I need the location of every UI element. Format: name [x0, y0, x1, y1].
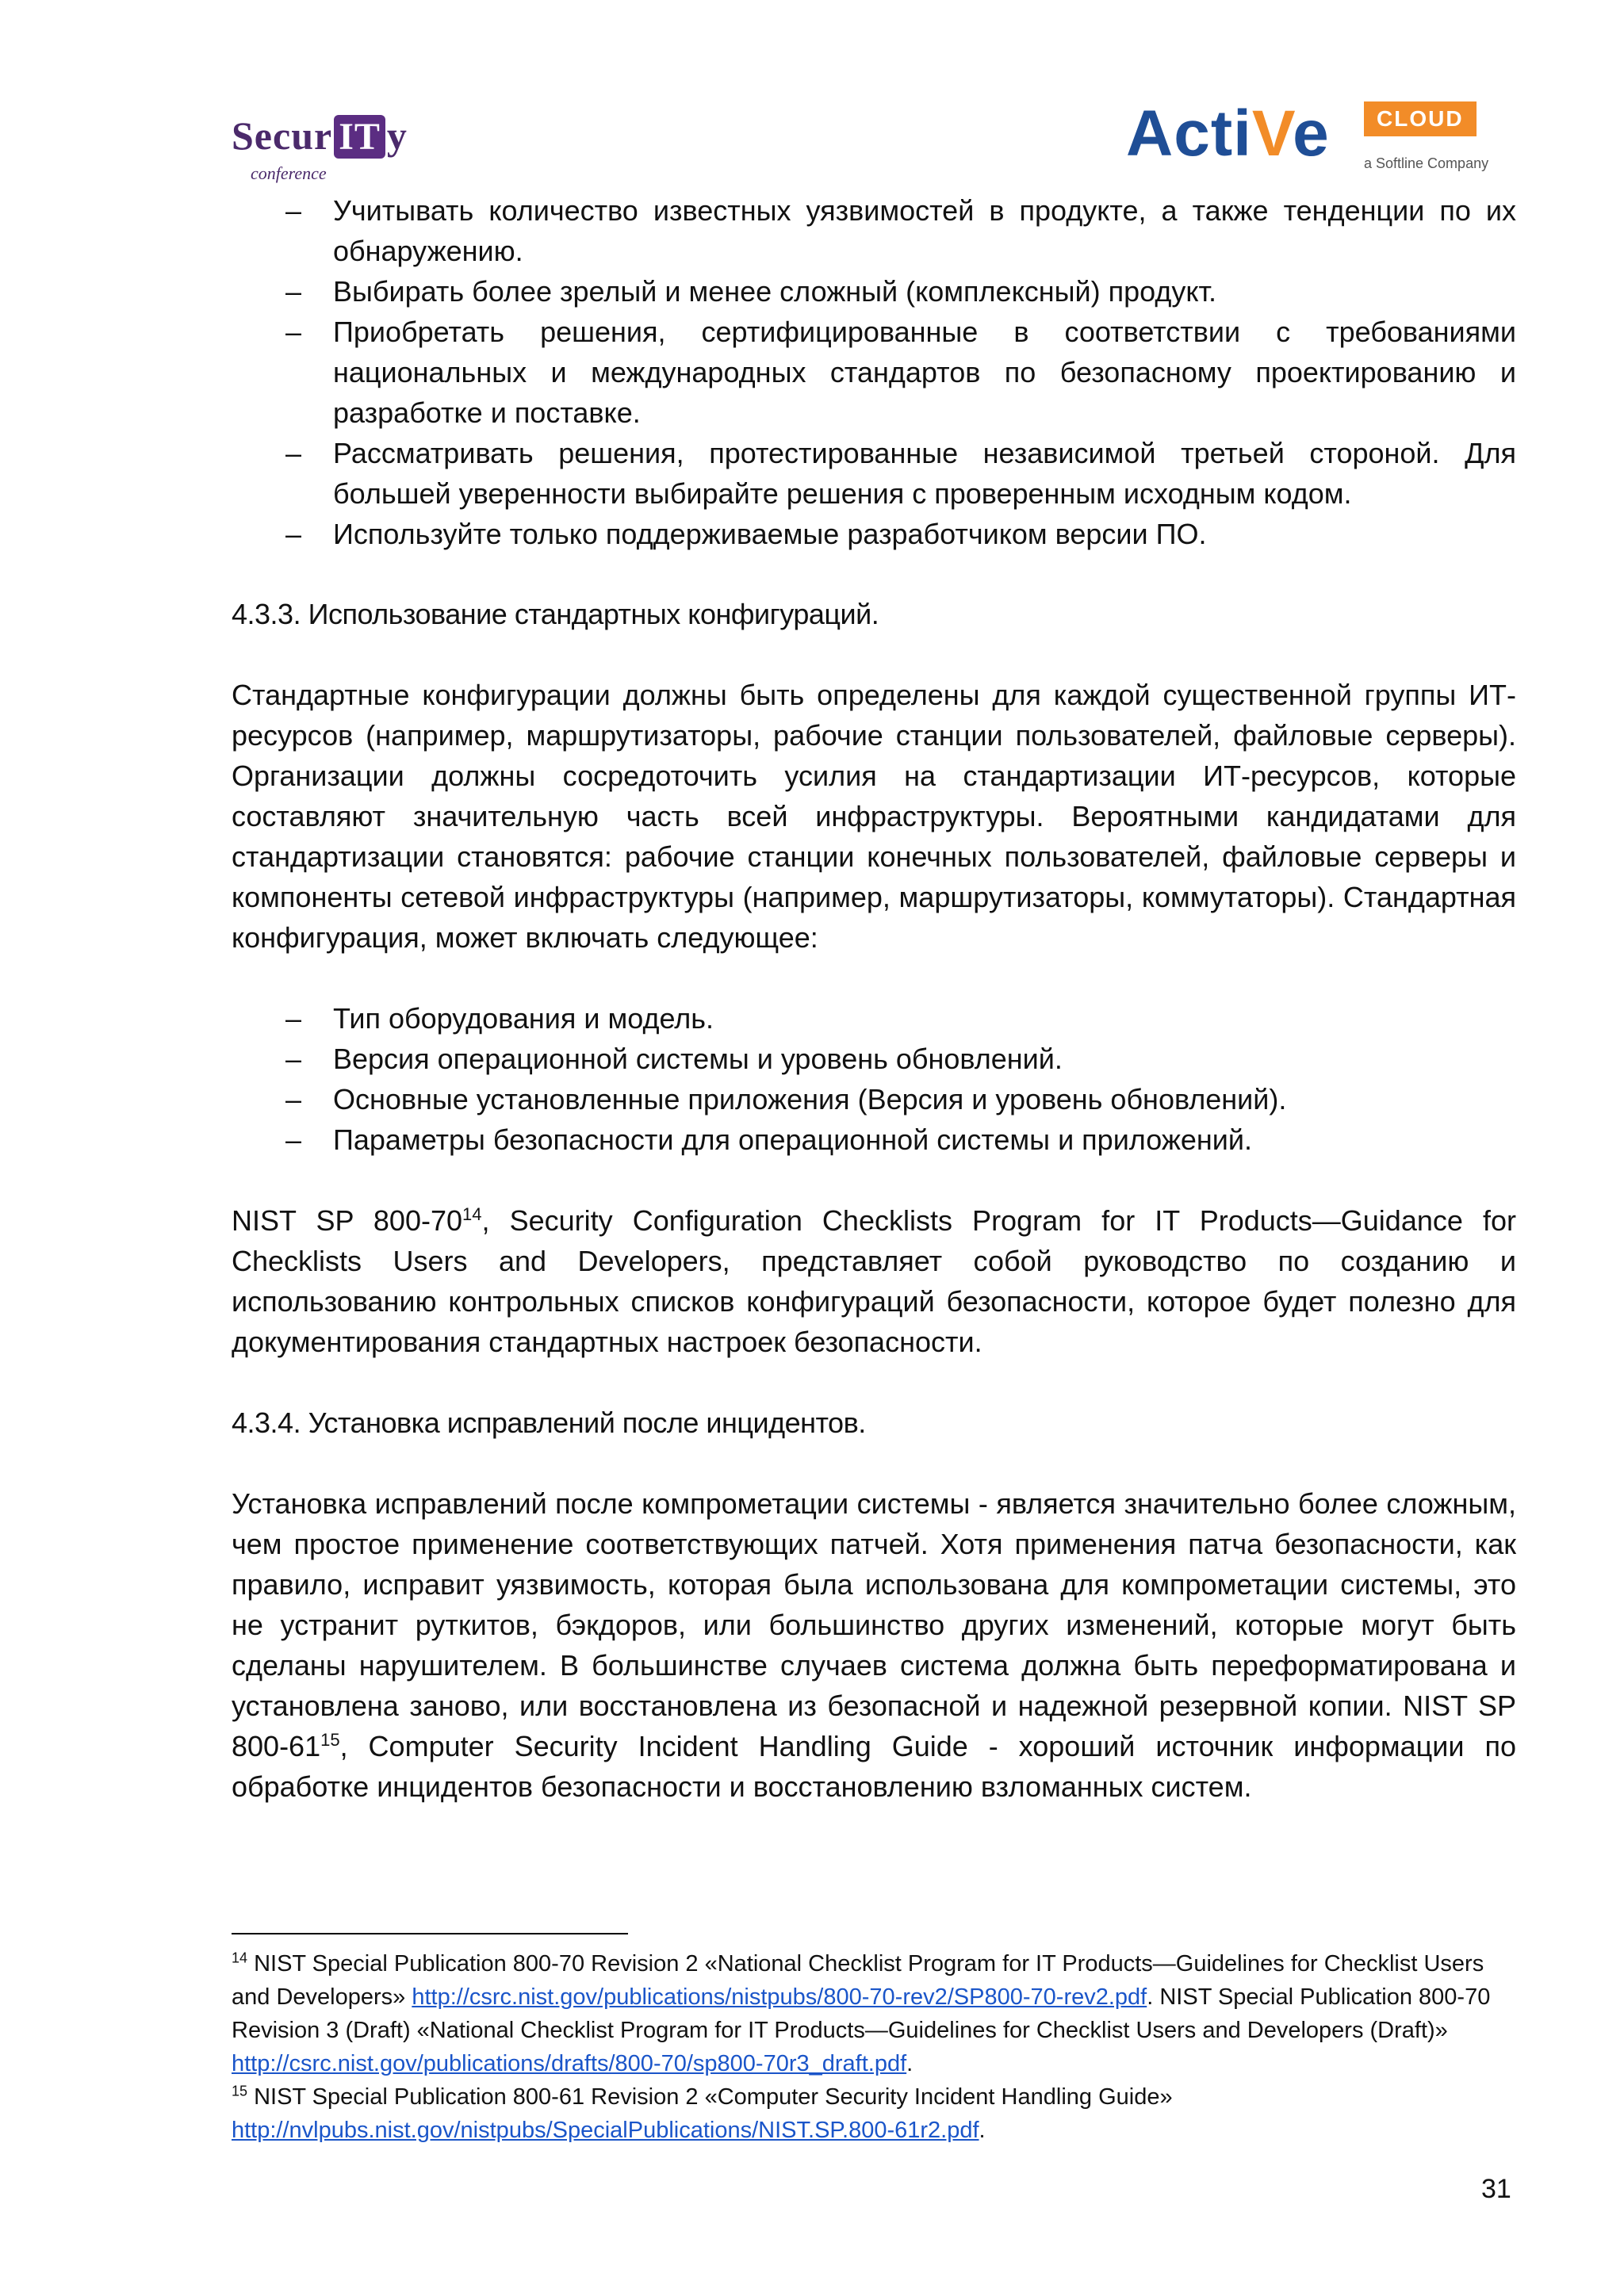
list-item [232, 514, 1516, 554]
list-item-text: Рассматривать решения, протестированные независимой третьей стороной. Для большей уверенности выбирайте решения с проверенным исходным кодом. [333, 437, 1516, 510]
footnote-14 [232, 1947, 1516, 2080]
dash-marker: – [285, 1083, 302, 1115]
list-item [232, 433, 1516, 514]
logo-tagline: a Softline Company [1364, 155, 1489, 171]
cloud-badge: CLOUD [1364, 101, 1477, 136]
page-number: 31 [1481, 2174, 1511, 2204]
footnote-link[interactable]: http://csrc.nist.gov/publications/drafts/800-70/sp800-70r3_draft.pdf [232, 2051, 907, 2076]
footnote-number: 15 [232, 2083, 248, 2099]
activecloud-wordmark [1126, 98, 1330, 170]
section-heading-4-3-3: 4.3.3. Использование стандартных конфигураций. [232, 598, 879, 630]
list-item [232, 1079, 1516, 1119]
standard-config-list [232, 998, 1516, 1160]
logo-wordmark [232, 113, 408, 159]
incident-text-a: Установка исправлений после компрометации системы - является значительно более сложным, чем простое применение соответствующих патчей. Хотя применения патча безопасности, как правило, исправит уязвимость, которая была использована для компрометации системы, это не устранит руткитов, бэкдоров, или большинство других изменений, которые могут быть сделаны нарушителем. В большинстве случаев система должна быть переформатирована и установлена заново, или восстановлена из безопасной и надежной резервной копии. NIST SP 800-61 [232, 1487, 1516, 1762]
activecloud-logo [1126, 98, 1522, 181]
footnote-text: . NIST Special Publication 800-70 Revision 3 (Draft) «National Checklist Program for IT Products—Guidelines for Checklist Users and Developers (Draft)» [232, 1984, 1491, 2043]
footnote-number: 14 [232, 1950, 248, 1966]
main-content [232, 190, 1516, 1807]
wordmark-suffix: e [1293, 98, 1330, 170]
logo-part1: Secur [232, 113, 333, 158]
list-item-text: Основные установленные приложения (Версия и уровень обновлений). [333, 1083, 1287, 1115]
footnote-ref-15[interactable]: 15 [320, 1730, 340, 1750]
dash-marker: – [285, 1043, 302, 1075]
list-item-text: Используйте только поддерживаемые разработчиком версии ПО. [333, 518, 1207, 550]
dash-marker: – [285, 1002, 302, 1035]
dash-marker: – [285, 1123, 302, 1156]
incident-text-b: , Computer Security Incident Handling Guide - хороший источник информации по обработке инцидентов безопасности и восстановлению взломанных систем. [232, 1730, 1516, 1803]
logo-it-badge: IT [334, 115, 385, 159]
footnotes [232, 1947, 1516, 2147]
footnote-divider [232, 1933, 628, 1934]
footnote-text: . [906, 2051, 914, 2076]
wordmark-prefix: Acti [1126, 98, 1252, 170]
footnote-15 [232, 2080, 1516, 2147]
footnote-link[interactable]: http://nvlpubs.nist.gov/nistpubs/SpecialPublications/NIST.SP.800-61r2.pdf [232, 2118, 979, 2143]
footnote-text: NIST Special Publication 800-70 Revision 2 «National Checklist Program for IT Products—Guidelines for Checklist Users and Developers» [232, 1951, 1484, 2010]
nist-800-70-paragraph [232, 1200, 1516, 1362]
security-conference-logo [232, 95, 422, 182]
list-item-text: Версия операционной системы и уровень обновлений. [333, 1043, 1063, 1075]
list-item-text: Параметры безопасности для операционной системы и приложений. [333, 1123, 1253, 1156]
incident-patching-paragraph [232, 1483, 1516, 1807]
footnote-text: . [979, 2118, 986, 2143]
recommendations-list [232, 190, 1516, 554]
list-item-text: Приобретать решения, сертифицированные в соответствии с требованиями национальных и международных стандартов по безопасному проектированию и разработке и поставке. [333, 316, 1516, 429]
list-item [232, 190, 1516, 271]
list-item [232, 1039, 1516, 1079]
list-item [232, 271, 1516, 312]
section-heading-4-3-4: 4.3.4. Установка исправлений после инцидентов. [232, 1406, 866, 1439]
dash-marker: – [285, 316, 302, 348]
list-item [232, 998, 1516, 1039]
list-item [232, 1119, 1516, 1160]
list-item-text: Выбирать более зрелый и менее сложный (комплексный) продукт. [333, 275, 1216, 308]
footnote-ref-14[interactable]: 14 [462, 1204, 482, 1224]
dash-marker: – [285, 275, 302, 308]
standard-config-paragraph: Стандартные конфигурации должны быть определены для каждой существенной группы ИТ-ресурсов (например, маршрутизаторы, рабочие станции пользователей, файловые серверы). Организации должны сосредоточить усилия на стандартизации ИТ-ресурсов, которые составляют значительную часть всей инфраструктуры. Вероятными кандидатами для стандартизации становятся: рабочие станции конечных пользователей, файловые серверы и компоненты сетевой инфраструктуры (например, маршрутизаторы, коммутаторы). Стандартная конфигурация, может включать следующее: [232, 679, 1516, 954]
footnote-link[interactable]: http://csrc.nist.gov/publications/nistpubs/800-70-rev2/SP800-70-rev2.pdf [412, 1984, 1147, 2010]
logo-part3: y [386, 113, 408, 158]
logo-subtitle: conference [251, 163, 327, 183]
list-item-text: Учитывать количество известных уязвимостей в продукте, а также тенденции по их обнаружению. [333, 194, 1516, 267]
dash-marker: – [285, 518, 302, 550]
list-item [232, 312, 1516, 433]
dash-marker: – [285, 437, 302, 469]
list-item-text: Тип оборудования и модель. [333, 1002, 714, 1035]
footnote-text: NIST Special Publication 800-61 Revision 2 «Computer Security Incident Handling Guide» [247, 2084, 1173, 2110]
nist-800-70-ref: NIST SP 800-70 [232, 1204, 462, 1237]
nist-800-70-text: , Security Configuration Checklists Program for IT Products—Guidance for Checklists Users and Developers, представляет собой руководство по созданию и использованию контрольных списков конфигураций безопасности, которое будет полезно для документирования стандартных настроек безопасности. [232, 1204, 1516, 1358]
dash-marker: – [285, 194, 302, 227]
wordmark-accent: V [1251, 98, 1293, 170]
